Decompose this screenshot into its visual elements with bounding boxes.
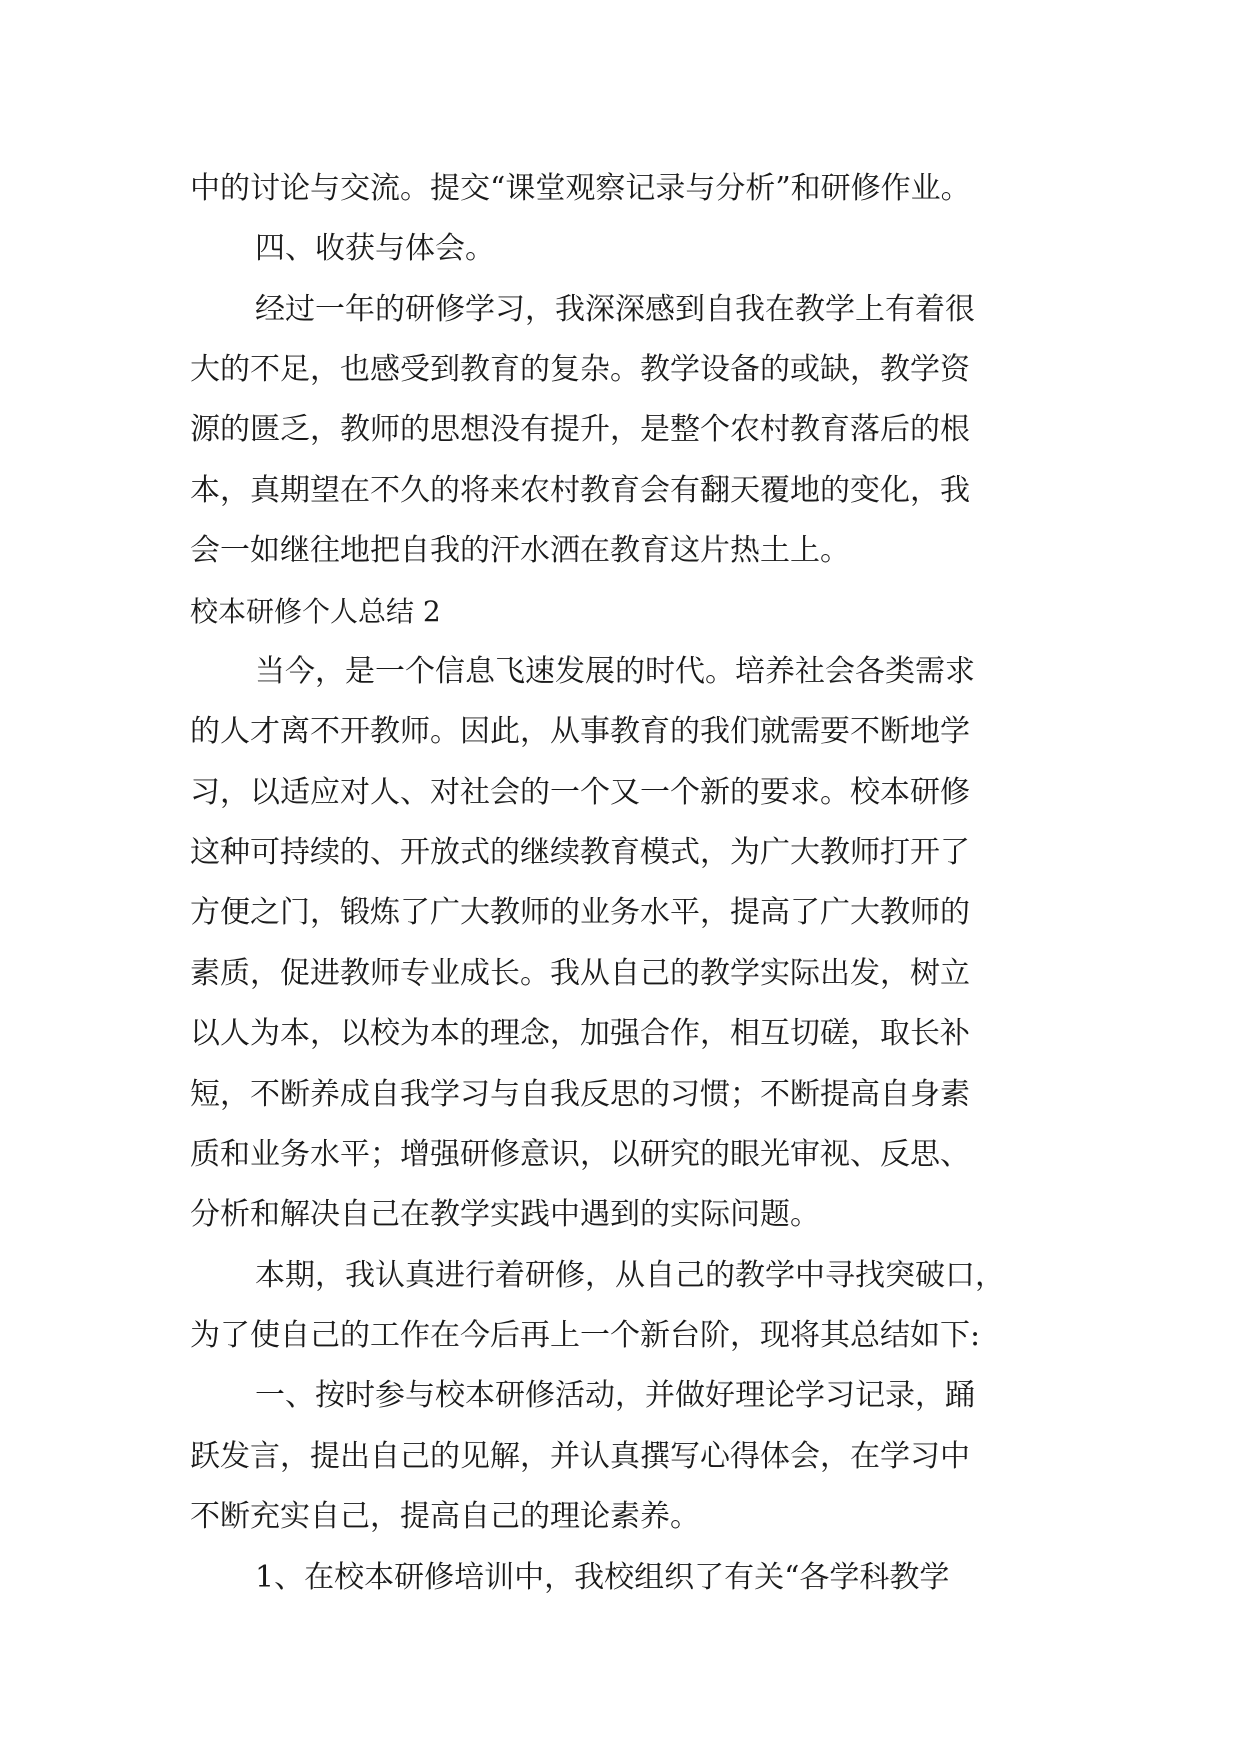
text-line: 分析和解决自己在教学实践中遇到的实际问题。 [190, 1197, 820, 1232]
text-line: 这种可持续的、开放式的继续教育模式，为广大教师打开了 [190, 835, 970, 870]
text-line: 不断充实自己，提高自己的理论素养。 [190, 1499, 700, 1534]
text-line: 1、在校本研修培训中，我校组织了有关“各学科教学 [255, 1560, 950, 1595]
text-line: 源的匮乏，教师的思想没有提升，是整个农村教育落后的根 [190, 412, 970, 447]
text-line: 以人为本，以校为本的理念，加强合作，相互切磋，取长补 [190, 1016, 970, 1051]
document-title: 校本研修个人总结 2 [190, 595, 441, 628]
text-line: 大的不足，也感受到教育的复杂。教学设备的或缺，教学资 [190, 352, 970, 387]
text-line: 本，真期望在不久的将来农村教育会有翻天覆地的变化，我 [190, 473, 970, 508]
text-line: 方便之门，锻炼了广大教师的业务水平，提高了广大教师的 [190, 895, 970, 930]
text-line: 经过一年的研修学习，我深深感到自我在教学上有着很 [255, 292, 975, 327]
text-line: 会一如继往地把自我的汗水洒在教育这片热土上。 [190, 533, 850, 568]
text-line: 质和业务水平；增强研修意识，以研究的眼光审视、反思、 [190, 1137, 970, 1172]
text-line: 本期，我认真进行着研修，从自己的教学中寻找突破口， [255, 1258, 1005, 1293]
text-line: 当今，是一个信息飞速发展的时代。培养社会各类需求 [255, 654, 975, 689]
text-line: 中的讨论与交流。提交“课堂观察记录与分析”和研修作业。 [190, 171, 971, 206]
text-line: 短，不断养成自我学习与自我反思的习惯；不断提高自身素 [190, 1077, 970, 1112]
text-line: 一、按时参与校本研修活动，并做好理论学习记录，踊 [255, 1378, 975, 1413]
text-line: 的人才离不开教师。因此，从事教育的我们就需要不断地学 [190, 714, 970, 749]
text-line: 跃发言，提出自己的见解，并认真撰写心得体会，在学习中 [190, 1439, 970, 1474]
text-line: 习，以适应对人、对社会的一个又一个新的要求。校本研修 [190, 775, 970, 810]
text-line: 为了使自己的工作在今后再上一个新台阶，现将其总结如下: [190, 1318, 981, 1353]
text-line: 素质，促进教师专业成长。我从自己的教学实际出发，树立 [190, 956, 970, 991]
section-heading: 四、收获与体会。 [255, 231, 495, 266]
